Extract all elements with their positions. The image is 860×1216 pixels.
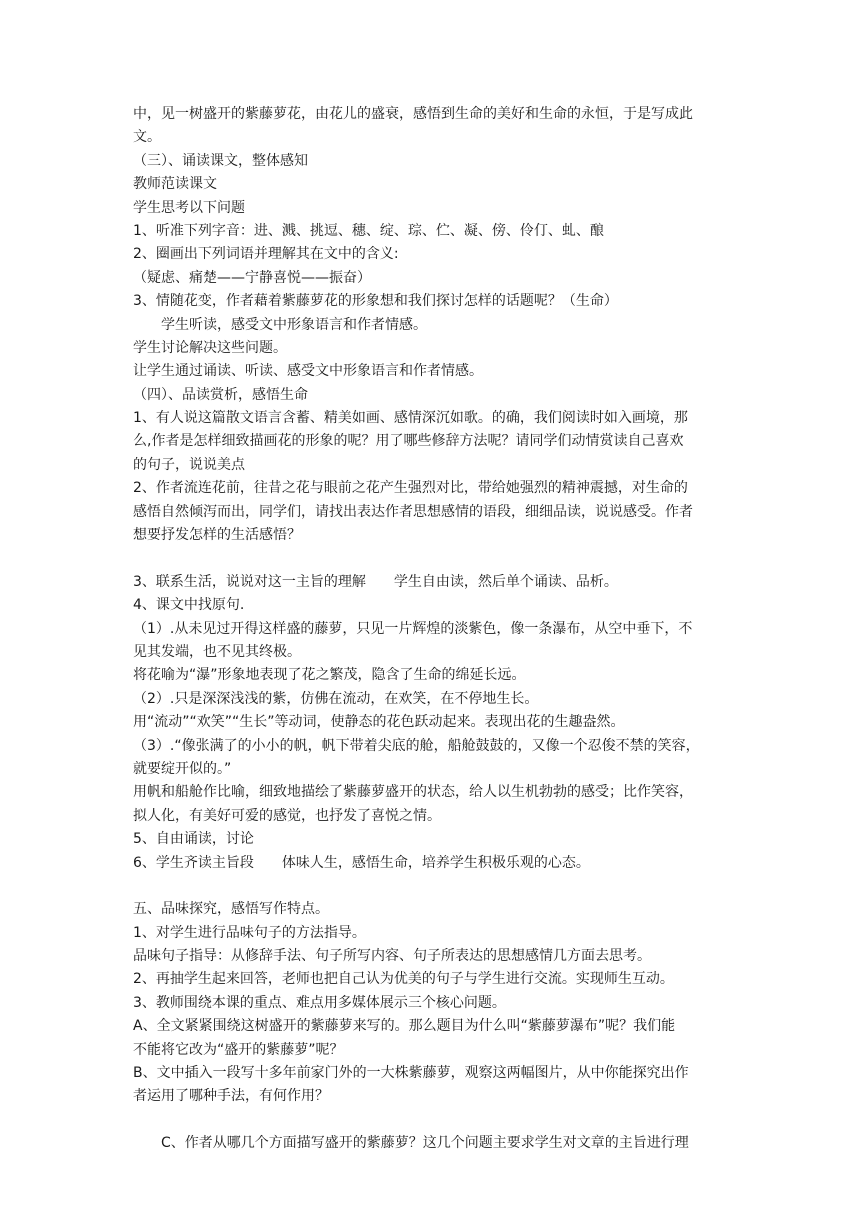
text-line: 用帆和船舱作比喻，细致地描绘了紫藤萝盛开的状态，给人以生机勃勃的感受；比作笑容， xyxy=(133,784,693,801)
blank-line xyxy=(133,875,732,898)
text-line: 想要抒发怎样的生活感悟？ xyxy=(133,527,301,544)
text-line: 就要绽开似的。” xyxy=(133,760,232,777)
text-line: 学生听读，感受文中形象语言和作者情感。 xyxy=(161,316,427,333)
text-line: 2、作者流连花前，往昔之花与眼前之花产生强烈对比，带给她强烈的精神震撼，对生命的 xyxy=(133,480,688,497)
text-line: （1）.从未见过开得这样盛的藤萝，只见一片辉煌的淡紫色，像一条瀑布，从空中垂下，不 xyxy=(133,620,693,637)
text-line: 中，见一树盛开的紫藤萝花，由花儿的盛衰，感悟到生命的美好和生命的永恒，于是写成此 xyxy=(133,106,693,122)
text-line: B、文中插入一段写十多年前家门外的一大株紫藤萝，观察这两幅图片，从中你能探究出作 xyxy=(133,1065,689,1082)
text-line: 2、再抽学生起来回答，老师也把自己认为优美的句子与学生进行交流。实现师生互动。 xyxy=(133,971,674,988)
text-line: （3）.“像张满了的小小的帆，帆下带着尖底的舱，船舱鼓鼓的，又像一个忍俊不禁的笑容， xyxy=(133,737,700,754)
text-line: 3、联系生活，说说对这一主旨的理解 学生自由读，然后单个诵读、品析。 xyxy=(133,573,618,590)
text-line: A、全文紧紧围绕这树盛开的紫藤萝来写的。那么题目为什么叫“紫藤萝瀑布”呢？我们能 xyxy=(133,1018,676,1035)
text-line: （2）.只是深深浅浅的紫，仿佛在流动，在欢笑，在不停地生长。 xyxy=(133,690,539,707)
text-line: 3、教师围绕本课的重点、难点用多媒体展示三个核心问题。 xyxy=(133,994,506,1011)
text-line: C、作者从哪几个方面描写盛开的紫藤萝？这几个问题主要求学生对文章的主旨进行理 xyxy=(161,1135,689,1152)
text-line: 学生讨论解决这些问题。 xyxy=(133,339,287,356)
text-line: 者运用了哪种手法，有何作用？ xyxy=(133,1088,329,1105)
text-line: 感悟自然倾泻而出，同学们，请找出表达作者思想感情的语段，细细品读，说说感受。作者 xyxy=(133,503,693,520)
text-line: 文。 xyxy=(133,129,161,146)
text-line: 学生思考以下问题 xyxy=(133,199,245,216)
blank-line xyxy=(133,547,732,570)
text-line: 5、自由诵读，讨论 xyxy=(133,831,254,848)
text-line: 3、情随花变，作者藉着紫藤萝花的形象想和我们探讨怎样的话题呢？（生命） xyxy=(133,293,618,310)
section-heading: （四）、品读赏析，感悟生命 xyxy=(133,386,308,403)
text-line: 不能将它改为“盛开的紫藤萝”呢？ xyxy=(133,1041,344,1058)
section-heading: （三）、诵读课文，整体感知 xyxy=(133,152,308,169)
blank-line xyxy=(133,1109,732,1132)
text-line: 6、学生齐读主旨段 体味人生，感悟生命，培养学生积极乐观的心态。 xyxy=(133,854,590,871)
text-line: 用“流动”“欢笑”“生长”等动词，使静态的花色跃动起来。表现出花的生趣盎然。 xyxy=(133,714,625,731)
text-line: 1、有人说这篇散文语言含蓄、精美如画、感情深沉如歌。的确，我们阅读时如入画境，那 xyxy=(133,410,688,427)
text-line: 让学生通过诵读、听读、感受文中形象语言和作者情感。 xyxy=(133,363,483,380)
text-line: 1、听准下列字音：进、溅、挑逗、穗、绽、琮、伫、凝、傍、伶仃、虬、酿 xyxy=(133,222,604,239)
section-heading: 五、品味探究，感悟写作特点。 xyxy=(133,901,329,918)
text-line: 么,作者是怎样细致描画花的形象的呢？用了哪些修辞方法呢？请同学们动情赏读自己喜欢 xyxy=(133,433,684,450)
text-line: （疑虑、痛楚——宁静喜悦——振奋） xyxy=(133,269,371,286)
text-line: 拟人化，有美好可爱的感觉，也抒发了喜悦之情。 xyxy=(133,807,441,824)
text-line: 教师范读课文 xyxy=(133,176,217,193)
text-line: 4、课文中找原句. xyxy=(133,597,245,614)
text-line: 见其发端，也不见其终极。 xyxy=(133,643,301,660)
text-line: 将花喻为“瀑”形象地表现了花之繁茂，隐含了生命的绵延长远。 xyxy=(133,667,526,684)
text-line: 品味句子指导：从修辞手法、句子所写内容、句子所表达的思想感情几方面去思考。 xyxy=(133,948,651,965)
text-line: 的句子，说说美点 xyxy=(133,456,245,473)
text-line: 1、对学生进行品味句子的方法指导。 xyxy=(133,924,366,941)
text-line: 2、圈画出下列词语并理解其在文中的含义: xyxy=(133,246,399,263)
